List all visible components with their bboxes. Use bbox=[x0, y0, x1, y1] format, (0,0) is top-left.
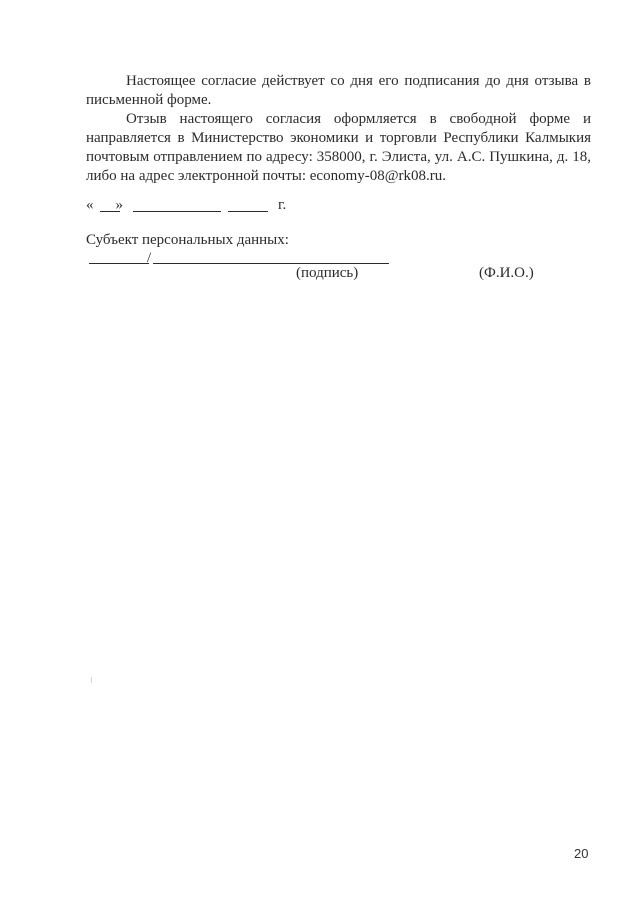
signature-caption: (подпись) bbox=[296, 265, 359, 281]
date-line bbox=[86, 196, 286, 215]
date-year-blank bbox=[228, 211, 268, 212]
date-year-suffix: г. bbox=[278, 197, 287, 213]
subject-label: Субъект персональных данных: bbox=[86, 232, 289, 248]
date-open-quote: « bbox=[86, 197, 94, 213]
validity-text: Настоящее согласие действует со дня его подписания до дня отзыва в письменной форме. bbox=[86, 73, 591, 108]
signature-separator: / bbox=[147, 250, 152, 266]
signature-blank bbox=[89, 263, 149, 264]
full-name-caption: (Ф.И.О.) bbox=[479, 265, 534, 281]
date-day-blank bbox=[100, 211, 120, 212]
withdrawal-paragraph bbox=[86, 110, 591, 186]
date-month-blank bbox=[133, 211, 221, 212]
signature-line bbox=[86, 249, 151, 268]
page-number: 20 bbox=[574, 846, 589, 861]
scan-mark bbox=[91, 677, 92, 683]
withdrawal-text: Отзыв настоящего согласия оформляется в свободной форме и направляется в Министерство экономики и торговли Республики Калмыкия почтовым отправлением по адресу: 358000, г. Элиста, ул. А.С. Пушкина, д. 18, либо на адрес электронной почты: economy-08@rk08.ru. bbox=[86, 111, 591, 184]
validity-paragraph bbox=[86, 72, 591, 110]
date-close-quote: » bbox=[115, 197, 123, 213]
